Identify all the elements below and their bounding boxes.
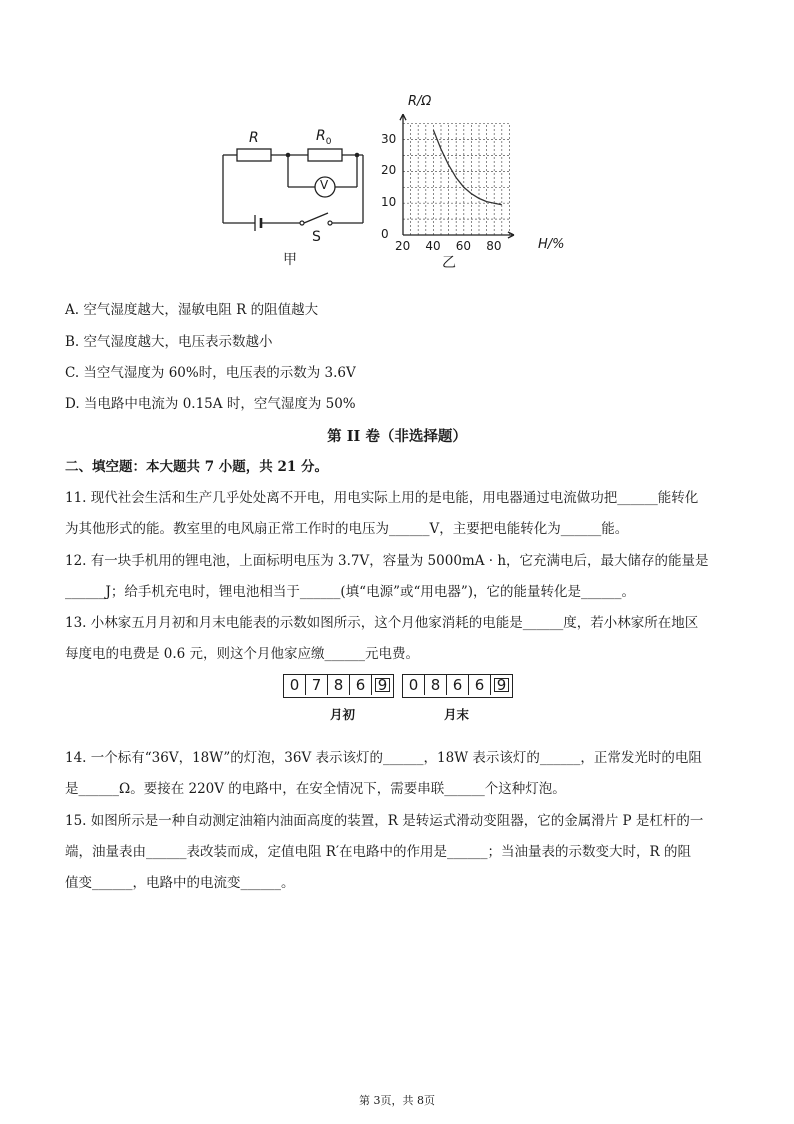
x-tick-label: 60: [455, 239, 472, 253]
q14-line1: 14. 一个标有“36V，18W”的灯泡，36V 表示该灯的______，18W 表示该灯的______，正常发光时的电阻: [65, 750, 702, 766]
chart-grid: [403, 124, 509, 235]
x-tick-label: 20: [395, 239, 411, 253]
y-tick-label: 30: [381, 131, 397, 146]
meter-end-label: 月末: [444, 707, 470, 722]
q13-line2: 每度电的电费是 0.6 元，则这个月他家应缴______元电费。: [65, 646, 420, 662]
q13-line1: 13. 小林家五月月初和月末电能表的示数如图所示，这个月他家消耗的电能是______度，若小林家所在地区: [65, 615, 699, 631]
y-tick-label: 0: [381, 227, 389, 241]
meter-start-digit: 0: [284, 675, 306, 695]
meter-end-digit: 6: [447, 675, 469, 695]
meter-end-digit-decimal: 9: [491, 675, 512, 695]
meter-start-label: 月初: [330, 707, 356, 722]
q11-line1: 11. 现代社会生活和生产几乎处处离不开电，用电实际上用的是电能，用电器通过电流做功把______能转化: [65, 490, 699, 506]
option-c: C. 当空气湿度为 60%时，电压表的示数为 3.6V: [65, 365, 356, 381]
q15-line3: 值变______，电路中的电流变______。: [65, 875, 295, 891]
meter-end-digit: 6: [469, 675, 491, 695]
q15-line2: 端，油量表由______表改装而成，定值电阻 R′在电路中的作用是______；当油量表的示数变大时，R 的阻: [65, 844, 691, 860]
q12-line2: ______J；给手机充电时，锂电池相当于______(填“电源”或“用电器”)，它的能量转化是______。: [65, 584, 636, 600]
x-tick-label: 80: [486, 239, 502, 253]
option-d: D. 当电路中电流为 0.15A 时，空气湿度为 50%: [65, 396, 356, 412]
meter-end-digit: 8: [425, 675, 447, 695]
page-footer: 第 3页，共 8页: [359, 1094, 435, 1107]
meter-start-digit: 7: [306, 675, 328, 695]
meter-start-digit-decimal: 9: [372, 675, 393, 695]
circuit-caption: 甲: [283, 252, 297, 268]
meter-start-digit: 6: [350, 675, 372, 695]
graph-caption: 乙: [442, 255, 456, 271]
q14-line2: 是______Ω。要接在 220V 的电路中，在安全情况下，需要串联______个这种灯泡。: [65, 781, 566, 797]
voltmeter-label: V: [320, 178, 329, 192]
option-a: A. 空气湿度越大，湿敏电阻 R 的阻值越大: [65, 302, 319, 318]
circuit-diagram: [215, 125, 375, 235]
section-title: 第 II 卷（非选择题）: [327, 428, 467, 445]
meter-end-digit: 0: [403, 675, 425, 695]
graph-xlabel: H/%: [538, 237, 565, 252]
meter-start: [283, 674, 394, 698]
q11-line2: 为其他形式的能。教室里的电风扇正常工作时的电压为______V，主要把电能转化为______能。: [65, 521, 629, 537]
section-heading: 二、填空题：本大题共 7 小题，共 21 分。: [65, 459, 328, 475]
x-tick-label: 40: [425, 239, 441, 253]
graph-ylabel: R/Ω: [408, 94, 432, 109]
resistor-r0-label: $R_0$: [316, 128, 332, 147]
y-tick-label: 20: [381, 163, 397, 178]
resistor-r-label: R: [249, 130, 259, 146]
option-b: B. 空气湿度越大，电压表示数越小: [65, 334, 273, 350]
meter-end: [402, 674, 513, 698]
q12-line1: 12. 有一块手机用的锂电池，上面标明电压为 3.7V，容量为 5000mA · h，它充满电后，最大储存的能量是: [65, 553, 709, 569]
meter-start-digit: 8: [328, 675, 350, 695]
q15-line1: 15. 如图所示是一种自动测定油箱内油面高度的装置，R 是转运式滑动变阻器，它的金属滑片 P 是杠杆的一: [65, 813, 704, 829]
switch-label: S: [312, 229, 321, 245]
y-tick-label: 10: [381, 195, 397, 210]
resistance-curve: [433, 130, 501, 205]
